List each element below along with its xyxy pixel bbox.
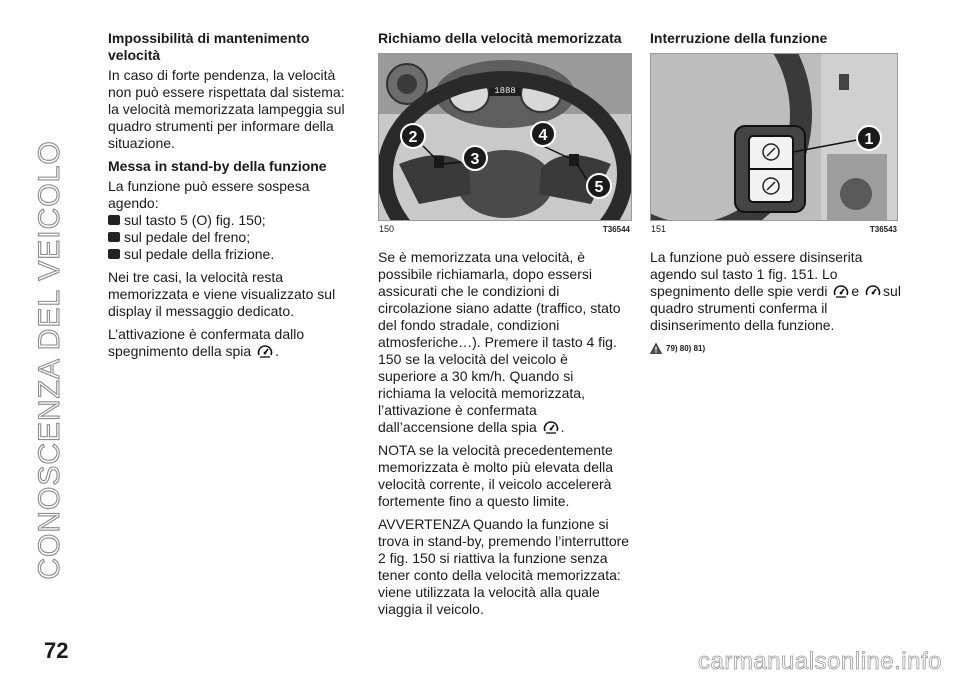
svg-text:3: 3 (470, 151, 480, 168)
figure-code: T36544 (602, 225, 630, 234)
callout-4 (531, 122, 555, 146)
figure-number: 150 (379, 224, 395, 234)
figure-caption (378, 221, 630, 235)
callout-2 (401, 124, 425, 148)
warning-references: 79) 80) 81) (650, 340, 902, 357)
figure-caption (650, 221, 897, 235)
callout-3 (463, 146, 487, 170)
paragraph: La funzione può essere disinserita agendo sul tasto 1 fig. 151. Lo spegnimento delle spie verdi e sul quadro strumenti conferma il disinserimento della funzione. (650, 249, 901, 333)
cruise-control-gauge-icon (543, 420, 559, 434)
side-section-title: CONOSCENZA DEL VEICOLO (33, 140, 66, 580)
figure-151-switch (650, 53, 898, 221)
watermark-text: carmanualsonline.info (698, 648, 942, 675)
column-3 (650, 30, 902, 357)
page-number: 72 (44, 638, 69, 663)
bullet-square-icon (108, 232, 120, 242)
bullet-square-icon (108, 215, 120, 225)
paragraph: In caso di forte pendenza, la velocità non può essere rispettata dal sistema: la velocità memorizzata lampeggia sul quadro strumenti per informare della situazione. (108, 67, 345, 151)
cruise-control-gauge-icon (257, 344, 273, 358)
column-1 (108, 30, 348, 366)
paragraph: Nei tre casi, la velocità resta memorizzata e viene visualizzato sul display il messaggio dedicato. (108, 269, 336, 319)
switch-photo (651, 54, 897, 220)
svg-text:2: 2 (408, 129, 418, 146)
callout-5 (587, 174, 611, 198)
svg-text:4: 4 (538, 127, 548, 144)
steering-wheel-photo (379, 54, 631, 220)
paragraph-note: NOTA se la velocità precedentemente memorizzata è molto più elevata della velocità corrente, il veicolo accelererà fortemente fino a questo limite. (378, 442, 614, 509)
list-item: sul pedale della frizione. (108, 246, 348, 263)
dashboard-display-text: 1888 (494, 86, 516, 96)
warning-triangle-icon (650, 343, 662, 354)
list-item: sul pedale del freno; (108, 229, 348, 246)
cruise-control-gauge-icon (833, 284, 849, 298)
bullet-square-icon (108, 249, 120, 259)
paragraph: Se è memorizzata una velocità, è possibile richiamarla, dopo essersi assicurati che le condizioni di circolazione siano adatte (traffico, stato del fondo stradale, condizioni atmosferiche…). Premere il tasto 4 fig. 150 se la velocità del veicolo è superiore a 30 km/h. Quando si richiama la velocità memorizzata, l’attivazione è confermata dall’accensione della spia . (378, 249, 621, 435)
figure-number: 151 (651, 224, 667, 234)
heading-standby: Messa in stand-by della funzione (108, 158, 327, 174)
column-2 (378, 30, 630, 624)
list-item: sul tasto 5 (O) fig. 150; (108, 212, 348, 229)
svg-text:5: 5 (594, 179, 604, 196)
paragraph: La funzione può essere sospesa agendo: (108, 178, 310, 211)
callout-1 (857, 126, 881, 150)
figure-code: T36543 (869, 225, 897, 234)
figure-150-steering-wheel (378, 53, 632, 221)
speed-limiter-gauge-icon (865, 284, 881, 298)
svg-text:1: 1 (864, 131, 874, 148)
paragraph: L’attivazione è confermata dallo spegnimento della spia . (108, 326, 305, 359)
paragraph-warning: AVVERTENZA Quando la funzione si trova in stand-by, premendo l’interruttore 2 fig. 150 si riattiva la funzione senza tener conto della velocità memorizzata: viene utilizzata la velocità alla quale viaggia il veicolo. (378, 516, 630, 617)
heading-speed-maintenance: Impossibilità di mantenimento velocità (108, 30, 310, 63)
heading-recall-speed: Richiamo della velocità memorizzata (378, 30, 622, 46)
heading-interruption: Interruzione della funzione (650, 30, 828, 46)
